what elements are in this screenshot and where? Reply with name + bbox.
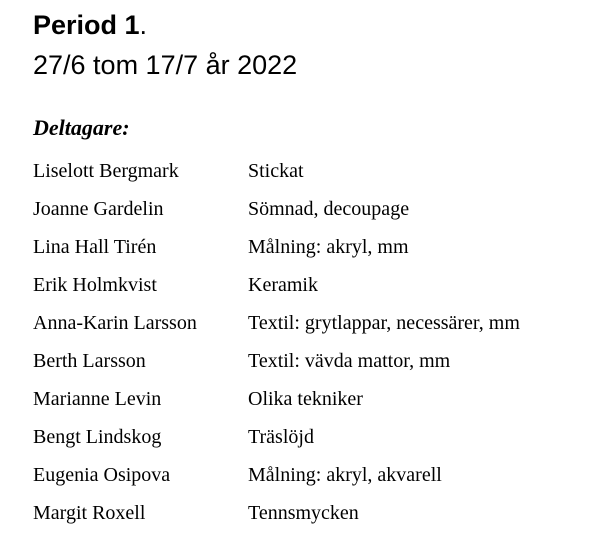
participant-craft: Målning: akryl, mm [248, 236, 409, 258]
period-label: Period 1 [33, 10, 140, 40]
participant-craft: Stickat [248, 160, 304, 182]
participant-list [33, 155, 520, 535]
participant-row [33, 269, 520, 307]
participant-row [33, 193, 520, 231]
participant-craft: Textil: vävda mattor, mm [248, 350, 451, 372]
participant-name: Liselott Bergmark [33, 160, 179, 182]
participant-craft: Olika tekniker [248, 388, 363, 410]
participant-craft: Målning: akryl, akvarell [248, 464, 442, 486]
participant-craft: Keramik [248, 274, 318, 296]
participant-row [33, 459, 520, 497]
participant-name: Berth Larsson [33, 350, 146, 372]
period-punctuation: . [139, 10, 148, 40]
period-title [33, 9, 147, 41]
participant-row [33, 231, 520, 269]
participant-craft: Tennsmycken [248, 502, 359, 524]
participant-row [33, 497, 520, 535]
participant-name: Bengt Lindskog [33, 426, 162, 448]
participant-row [33, 155, 520, 193]
participant-craft: Sömnad, decoupage [248, 198, 410, 220]
participant-name: Eugenia Osipova [33, 464, 171, 486]
participant-name: Anna-Karin Larsson [33, 312, 197, 334]
period-dates: 27/6 tom 17/7 år 2022 [33, 50, 298, 80]
participant-row [33, 421, 520, 459]
participant-row [33, 345, 520, 383]
participant-name: Erik Holmkvist [33, 274, 157, 296]
participant-row [33, 383, 520, 421]
participant-name: Lina Hall Tirén [33, 236, 157, 258]
participant-craft: Textil: grytlappar, necessärer, mm [248, 312, 520, 334]
participants-heading: Deltagare: [33, 115, 130, 140]
participant-name: Margit Roxell [33, 502, 146, 524]
participant-name: Joanne Gardelin [33, 198, 164, 220]
participant-craft: Träslöjd [248, 426, 314, 448]
participant-name: Marianne Levin [33, 388, 162, 410]
participant-row [33, 307, 520, 345]
